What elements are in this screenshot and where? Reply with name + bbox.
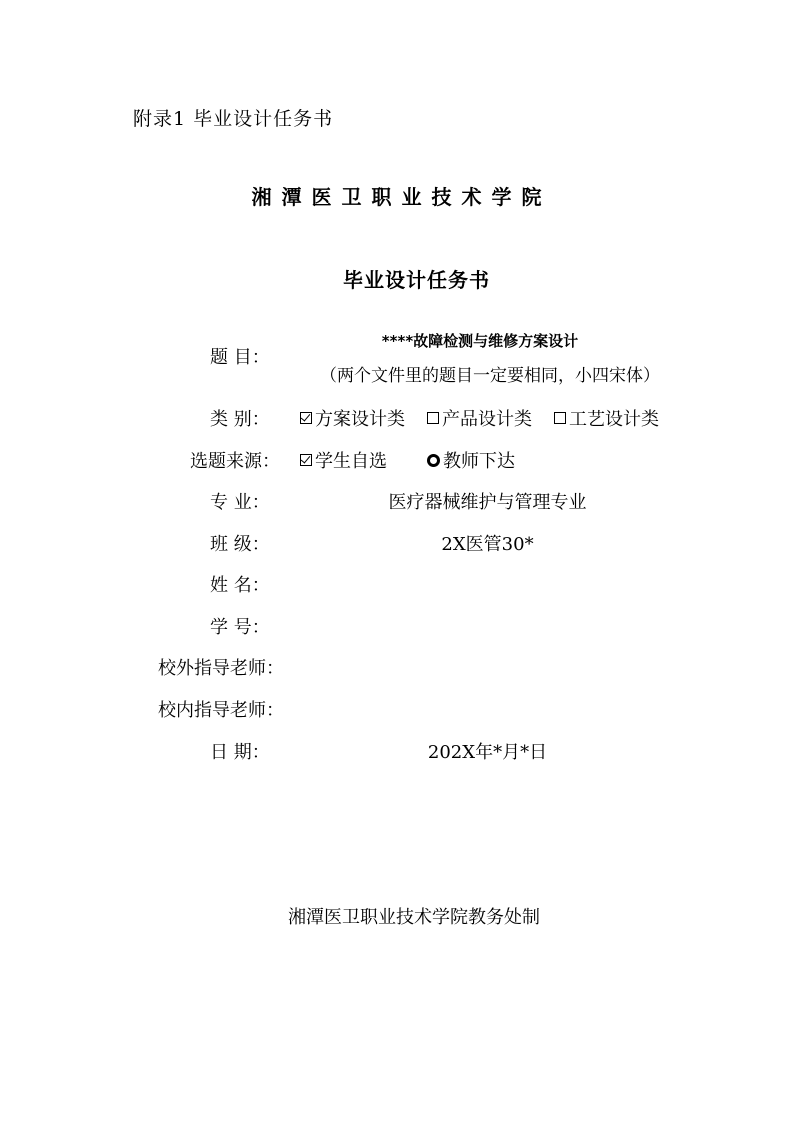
checkbox-empty-icon: [554, 412, 566, 424]
source-option-student[interactable]: [300, 447, 387, 473]
checkbox-checked-icon: [300, 412, 312, 424]
category-option-label: 工艺设计类: [569, 409, 659, 430]
source-option-label: 教师下达: [443, 451, 515, 472]
topic-note: （两个文件里的题目一定要相同，小四宋体）: [320, 366, 660, 386]
source-label: 选题来源：: [190, 451, 280, 472]
name-label: 姓 名：: [210, 575, 270, 596]
source-option-label: 学生自选: [315, 451, 387, 472]
category-option-scheme[interactable]: [300, 405, 405, 431]
date-label: 日 期：: [210, 742, 270, 763]
category-option-label: 方案设计类: [315, 409, 405, 430]
category-label: 类 别：: [210, 409, 270, 430]
source-option-teacher[interactable]: [427, 447, 515, 473]
topic-value: ****故障检测与维修方案设计: [381, 332, 579, 350]
appendix-heading: 附录1 毕业设计任务书: [133, 108, 334, 130]
external-advisor-label: 校外指导老师：: [158, 658, 284, 679]
category-option-label: 产品设计类: [442, 409, 532, 430]
internal-advisor-label: 校内指导老师：: [158, 700, 284, 721]
checkbox-empty-icon: [427, 412, 439, 424]
category-option-product[interactable]: [427, 405, 532, 431]
radio-icon: [427, 454, 440, 467]
checkbox-checked-icon: [300, 454, 312, 466]
class-label: 班 级：: [210, 534, 270, 555]
category-option-process[interactable]: [554, 405, 659, 431]
major-label: 专 业：: [210, 492, 270, 513]
class-value: 2X医管30*: [441, 534, 534, 555]
date-value: 202X年*月*日: [427, 742, 548, 763]
student-id-label: 学 号：: [210, 617, 270, 638]
issuer-footer: 湘潭医卫职业技术学院教务处制: [288, 907, 540, 928]
major-value: 医疗器械维护与管理专业: [388, 492, 587, 513]
topic-label: 题 目：: [210, 347, 270, 368]
document-title: 毕业设计任务书: [343, 268, 490, 292]
school-name: 湘潭医卫职业技术学院: [251, 185, 552, 209]
